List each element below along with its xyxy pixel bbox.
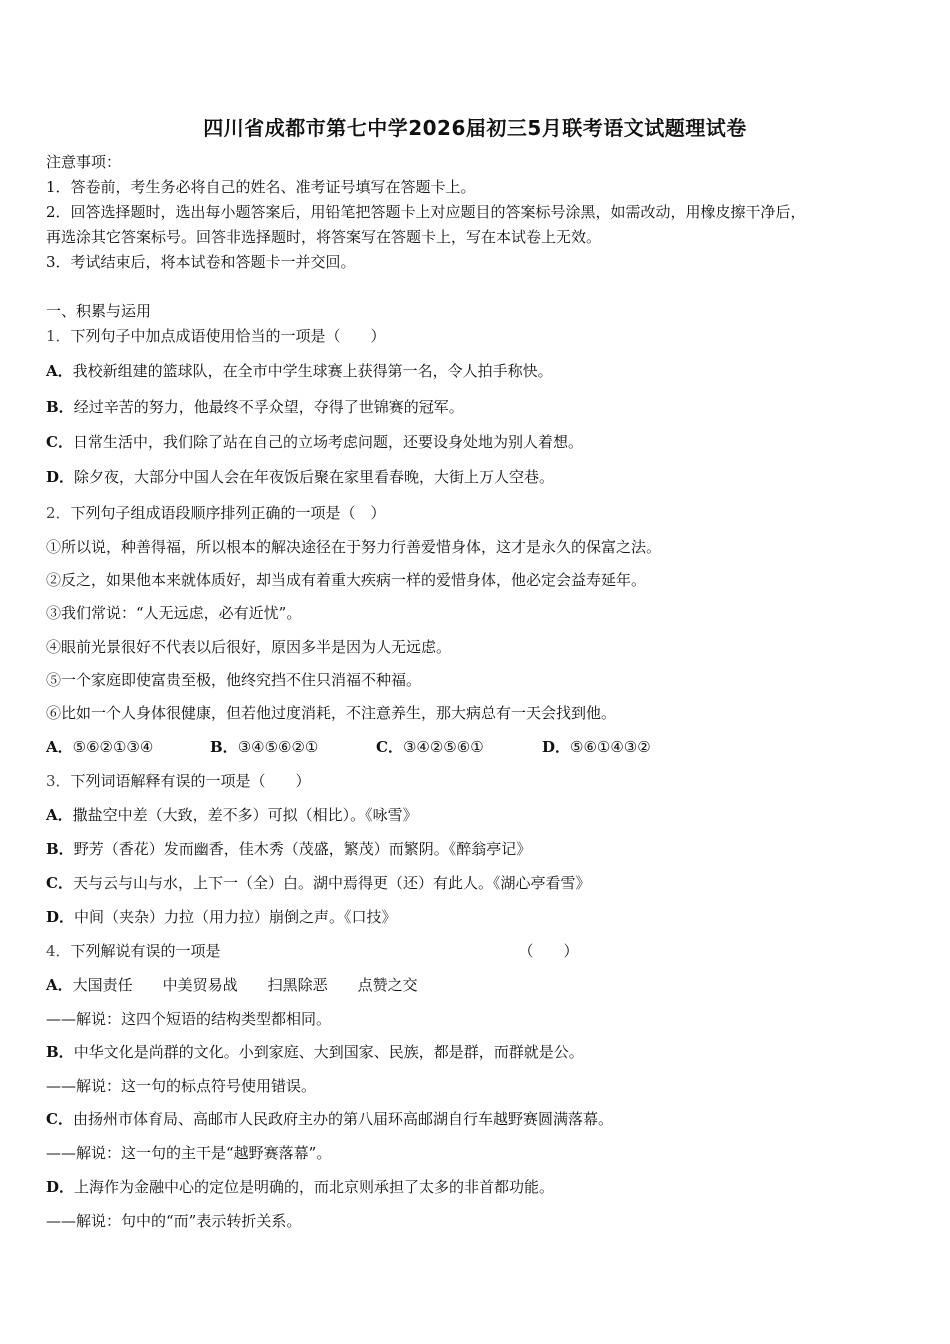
option-text: 撒盐空中差（大致，差不多）可拟（相比）。《咏雪》 xyxy=(72,806,418,824)
q3-option-d xyxy=(46,907,397,927)
q4-option-a xyxy=(46,975,418,995)
option-label: A． xyxy=(46,738,73,756)
option-text: 大国责任 中美贸易战 扫黑除恶 点赞之交 xyxy=(72,976,418,994)
option-label: D． xyxy=(46,468,75,486)
question-1-number: 1． xyxy=(46,327,71,345)
option-label: A． xyxy=(46,976,73,994)
q4-option-b xyxy=(46,1042,584,1062)
option-text: ⑤⑥②①③④ xyxy=(72,738,154,756)
option-text: 我校新组建的篮球队，在全市中学生球赛上获得第一名，令人拍手称快。 xyxy=(72,362,553,380)
q2-sentence-4: ④眼前光景很好不代表以后很好，原因多半是因为人无远虑。 xyxy=(46,638,452,656)
q2-option-a xyxy=(46,737,210,757)
option-label: C． xyxy=(46,433,73,451)
question-3 xyxy=(46,771,311,791)
option-label: D． xyxy=(46,908,75,926)
option-text: ③④⑤⑥②① xyxy=(237,738,319,756)
question-2 xyxy=(46,503,386,523)
q1-option-d xyxy=(46,467,554,487)
q4-note-d: ——解说：句中的“而”表示转折关系。 xyxy=(46,1212,302,1230)
q2-option-c xyxy=(376,737,542,757)
option-label: B． xyxy=(46,1043,74,1061)
option-text: 中华文化是尚群的文化。小到家庭、大到国家、民族，都是群，而群就是公。 xyxy=(73,1043,584,1061)
q3-option-a xyxy=(46,805,418,825)
q2-options-row xyxy=(46,737,651,757)
option-text: 经过辛苦的努力，他最终不孚众望，夺得了世锦赛的冠军。 xyxy=(73,398,464,416)
option-text: 由扬州市体育局、高邮市人民政府主办的第八届环高邮湖自行车越野赛圆满落幕。 xyxy=(72,1110,613,1128)
option-label: C． xyxy=(46,1110,73,1128)
notice-item-2: 2．回答选择题时，选出每小题答案后，用铅笔把答题卡上对应题目的答案标号涂黑，如需改动，用橡皮擦干净后， xyxy=(46,203,806,221)
q3-option-b xyxy=(46,839,531,859)
q2-option-b xyxy=(210,737,376,757)
q2-sentence-2: ②反之，如果他本来就体质好，却当成有着重大疾病一样的爱惜身体，他必定会益寿延年。 xyxy=(46,571,647,589)
question-3-number: 3． xyxy=(46,772,71,790)
q1-option-c xyxy=(46,432,583,452)
notice-item-1: 1．答卷前，考生务必将自己的姓名、准考证号填写在答题卡上。 xyxy=(46,178,476,196)
option-label: D． xyxy=(542,738,571,756)
option-label: C． xyxy=(46,874,73,892)
option-text: 日常生活中，我们除了站在自己的立场考虑问题，还要设身处地为别人着想。 xyxy=(72,433,583,451)
question-3-stem: 下列词语解释有误的一项是（ ） xyxy=(70,772,311,790)
option-text: 除夕夜，大部分中国人会在年夜饭后聚在家里看春晚，大街上万人空巷。 xyxy=(74,468,555,486)
section-heading: 一、积累与运用 xyxy=(46,302,152,320)
q4-note-b: ——解说：这一句的标点符号使用错误。 xyxy=(46,1077,317,1095)
question-4-stem: 下列解说有误的一项是 xyxy=(70,942,221,960)
question-1-stem: 下列句子中加点成语使用恰当的一项是（ ） xyxy=(70,327,386,345)
question-1 xyxy=(46,326,386,346)
q4-option-d xyxy=(46,1177,554,1197)
question-2-stem: 下列句子组成语段顺序排列正确的一项是（ ） xyxy=(70,504,386,522)
option-text: 野芳（香花）发而幽香，佳木秀（茂盛，繁茂）而繁阴。《醉翁亭记》 xyxy=(73,840,532,858)
option-text: ③④②⑤⑥① xyxy=(402,738,484,756)
q1-option-a xyxy=(46,361,553,381)
option-label: A． xyxy=(46,806,73,824)
q1-option-b xyxy=(46,397,464,417)
notice-item-2-cont: 再选涂其它答案标号。回答非选择题时，将答案写在答题卡上，写在本试卷上无效。 xyxy=(46,228,602,246)
q2-sentence-6: ⑥比如一个人身体很健康，但若他过度消耗，不注意养生，那大病总有一天会找到他。 xyxy=(46,704,617,722)
question-4-paren: （ ） xyxy=(518,942,579,960)
notice-item-3: 3．考试结束后，将本试卷和答题卡一并交回。 xyxy=(46,253,356,271)
option-label: B． xyxy=(46,398,74,416)
option-label: B． xyxy=(46,840,74,858)
question-2-number: 2． xyxy=(46,504,71,522)
q4-note-c: ——解说：这一句的主干是“越野赛落幕”。 xyxy=(46,1144,332,1162)
q2-sentence-1: ①所以说，种善得福，所以根本的解决途径在于努力行善爱惜身体，这才是永久的保富之法。 xyxy=(46,538,662,556)
notice-heading: 注意事项： xyxy=(46,153,122,171)
option-text: ⑤⑥①④③② xyxy=(570,738,651,756)
option-label: B． xyxy=(210,738,238,756)
q4-note-a: ——解说：这四个短语的结构类型都相同。 xyxy=(46,1010,332,1028)
q2-option-d xyxy=(542,737,651,757)
option-text: 上海作为金融中心的定位是明确的，而北京则承担了太多的非首都功能。 xyxy=(74,1178,555,1196)
q3-option-c xyxy=(46,873,590,893)
q2-sentence-5: ⑤一个家庭即使富贵至极，他终究挡不住只消福不种福。 xyxy=(46,671,422,689)
question-4-number: 4． xyxy=(46,942,71,960)
option-text: 天与云与山与水，上下一（全）白。湖中焉得更（还）有此人。《湖心亭看雪》 xyxy=(72,874,591,892)
question-4 xyxy=(46,941,579,961)
option-label: C． xyxy=(376,738,403,756)
exam-title: 四川省成都市第七中学2026届初三5月联考语文试题理试卷 xyxy=(203,116,747,140)
option-text: 中间（夹杂）力拉（用力拉）崩倒之声。《口技》 xyxy=(74,908,397,926)
q4-option-c xyxy=(46,1109,613,1129)
option-label: A． xyxy=(46,362,73,380)
option-label: D． xyxy=(46,1178,75,1196)
q2-sentence-3: ③我们常说：“人无远虑，必有近忧”。 xyxy=(46,604,302,622)
